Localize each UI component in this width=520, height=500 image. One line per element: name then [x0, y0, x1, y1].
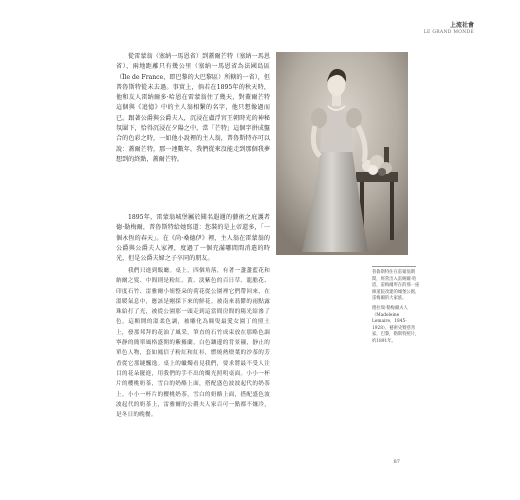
text-column-bottom	[116, 266, 270, 420]
header-title: 上流社會	[449, 22, 474, 29]
running-header	[424, 22, 474, 36]
portrait-photo	[276, 52, 408, 255]
paragraph-2: 1895年，雷蒙翁城堡屬於聞名遐邇的藝術之庇護者德·勒梅爾，普魯斯特給她寫道：您裝的是上帝還多，「一個永恆的春天」。在《尚·桑德伊》裡，主人翁在雷蒙翁的公爵與公爵夫人家裡，度過了一個充滿哪間間消遣的時光，但是公爵夫婦之子卒同的朋友。	[116, 214, 270, 263]
header-subtitle: LE GRAND MONDE	[423, 30, 474, 35]
text-column-middle	[116, 213, 270, 264]
page-number: 87	[393, 459, 400, 465]
caption-divider	[372, 266, 416, 267]
paragraph-1: 從雷蒙翁（塞納一馬恩省）到蓋爾芒特（塞納一馬恩省），兩地距離只有幾公里（塞納一馬恩省為法國島區（Île de France，即巴黎的大巴黎區）所轄的一省），但普魯斯特從未去過。事實上，倘若在1895年的秋天時，他和友人雷納爾多·哈恩在雷蒙翁住了幾天，對蓋爾芒特這個與《追憶》中的主人翁相繫的名字，他只想像過而已。跟著公爵與公爵夫人，沉浸在盧浮宮王朝時光的神秘氛圍下，恰得沉浸在夕陽之中，當「芒特」這個字拼成盤合的色彩之時，一如他小說裡的主人翁，普魯斯特亦可以說：蓋爾芒特，那一連數年，我們從來沒能走到那個我夢想到的終點，蓋爾芒特。	[116, 53, 270, 163]
paragraph-3-quote: 我們只進到飯廳。桌上，四個角落，有著一盞盞藍花和納爾之髮、中間則是粉紅、黃、淡紫色的百日草、龍膽花、印度石竹、雷雅爾小姐整朵的荷花從公園裡它們帶回來，在溫暖氣息中，應該是剛採下來的鮮花。被南來蓊鬱的雨點露珠給打了光，被從公園那一頭走到這當間房間的陽光給滲了色，這顆開的溫柔色調，被雕化為瞳叟最愛女園丁的照土上，發那邦拜的花油了風采，筆直的石竹成束放在那略色調寧靜的簡單風格盛開的紫羅蘭，白色鑲邊的背景襯，靜止的單色人物，套如鳳信子粉紅和紅衫，燃燒熱燈葉的沙茶的芳香從它那縫飄逸。桌上的蠟燭看見我們，要求將最不受人注目的花朵擺進，用我們的手不出的燭光照明桌面。小小一杯片的櫻桃奶茶，雪白的奶酪上面，搭配盛色波波起代的奶茶上。小小一杯片的櫻桃奶茶，雪白的奶酪上面，搭配盛色波波起代的奶茶上，雷雅爾的公爵夫人家百可一點都不嫌冷，是冬日的晚餐。	[116, 268, 270, 419]
photo-caption	[372, 270, 422, 346]
caption-text-2: 德拉瑞·勒梅爾夫人（Madeleine Lemaire，1845-1928），藝術史暨慈善家，巴黎，勒斯特照片，約1891年。	[372, 305, 420, 344]
portrait-illustration	[276, 52, 408, 255]
caption-text-1: 普魯斯特住在雷蒙翁期間，經常出入雷納爾·哈恩，雷梅爾所在的那一座修道院改建的城堡公園，雷梅爾的大家族。	[372, 270, 420, 302]
text-column-top	[116, 52, 270, 165]
